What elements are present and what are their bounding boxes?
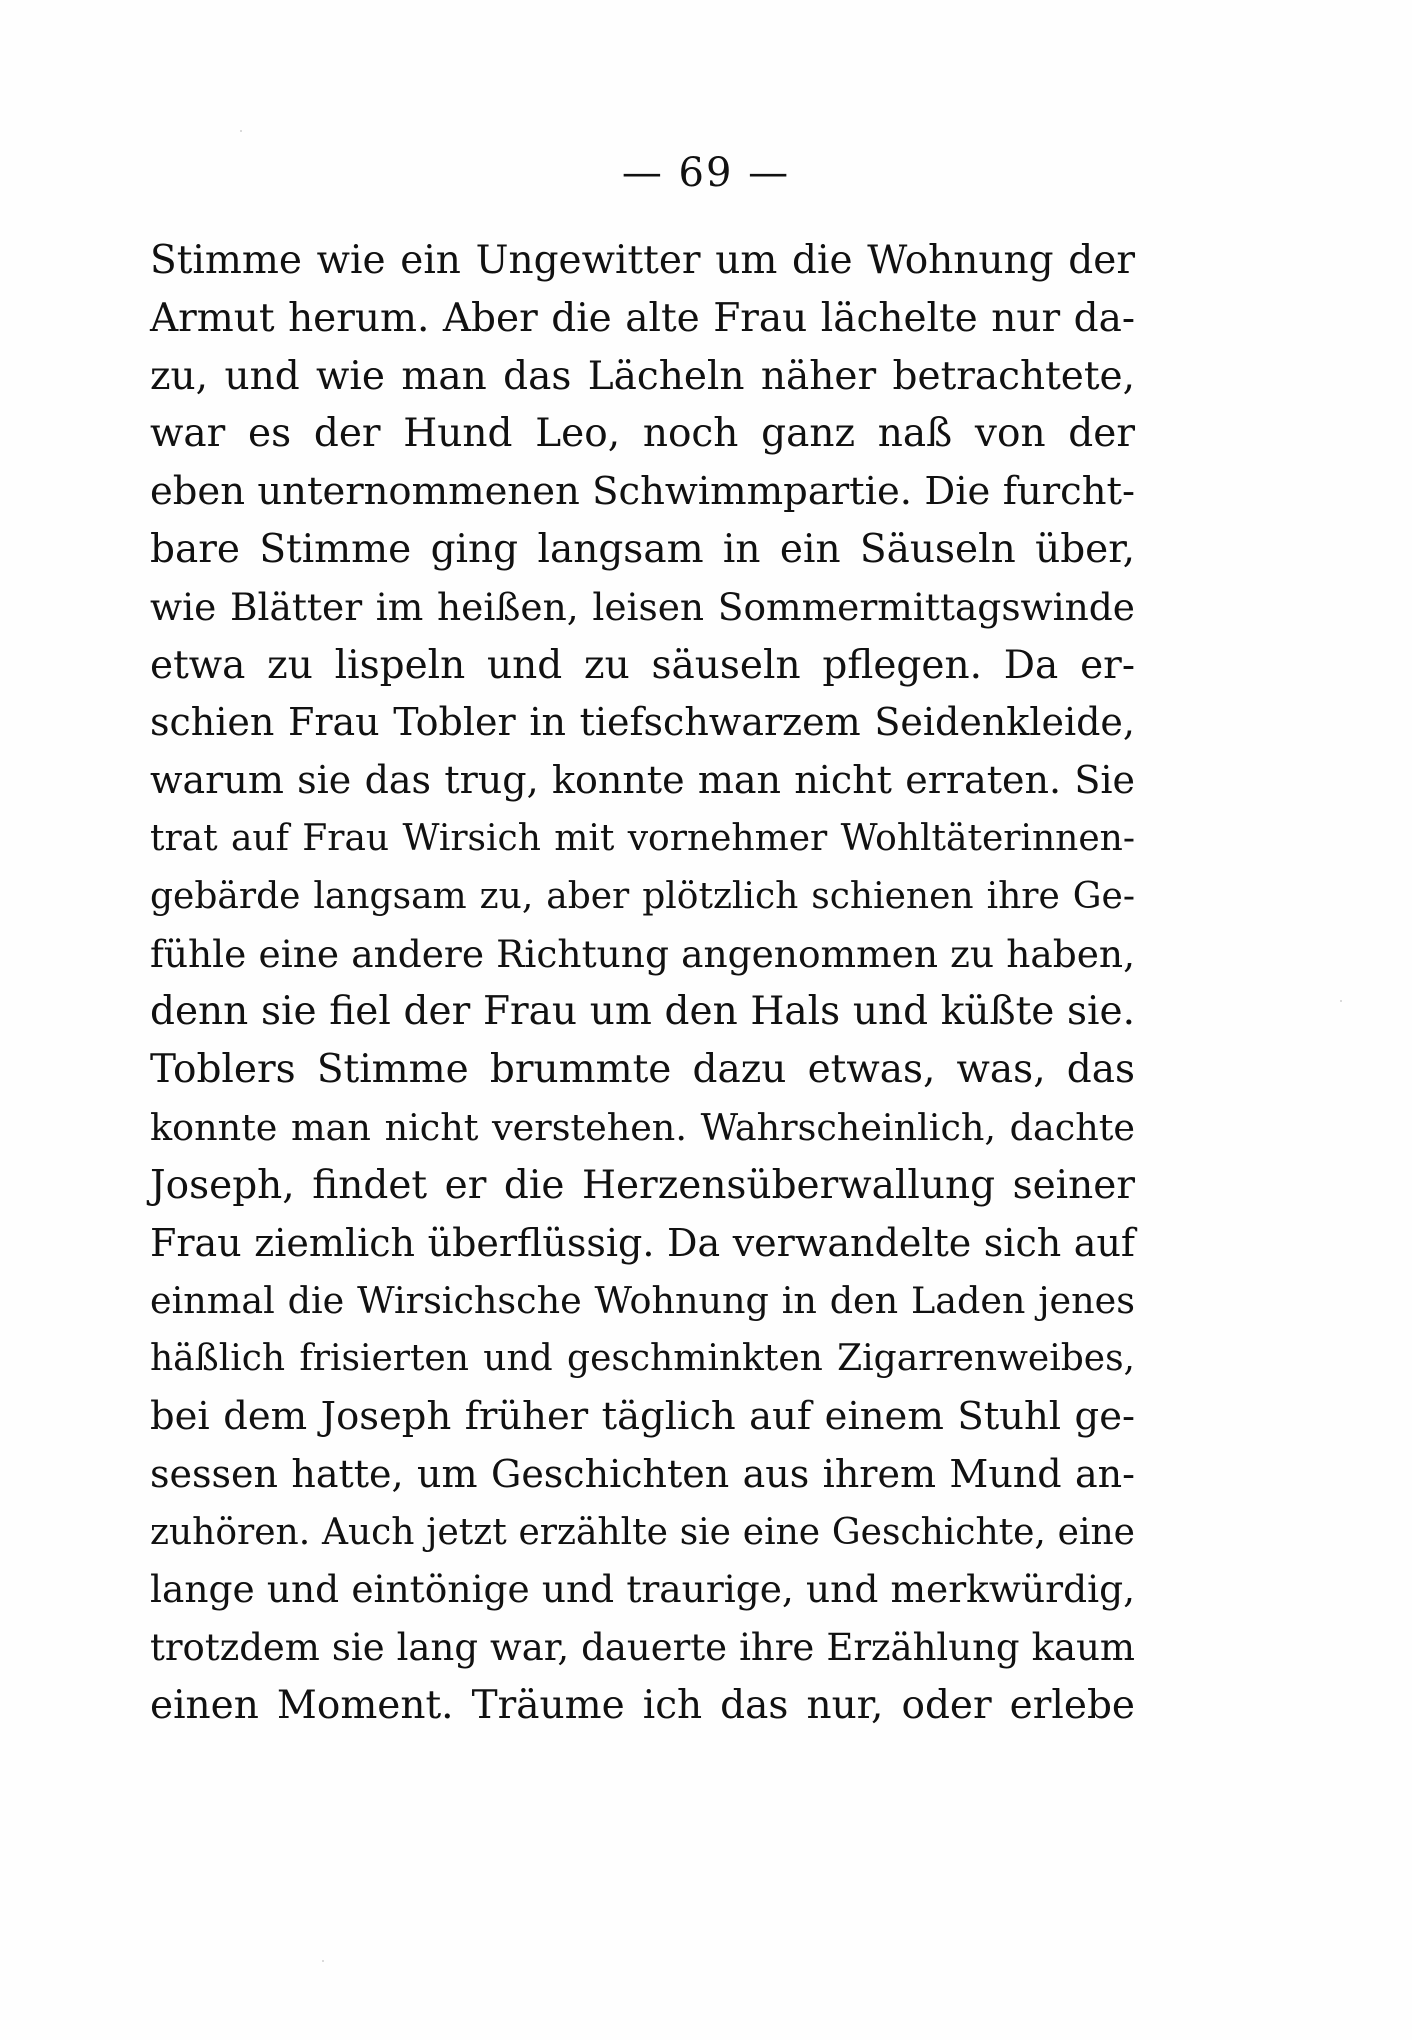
- text-line: fühle eine andere Richtung angenommen zu haben,: [150, 931, 1135, 976]
- text-line: einen Moment. Träume ich das nur, oder erlebe: [150, 1682, 1135, 1728]
- text-line: bare Stimme ging langsam in ein Säuseln über,: [150, 526, 1135, 572]
- text-line: denn sie fiel der Frau um den Hals und küßte sie.: [150, 989, 1135, 1035]
- text-line: sessen hatte, um Geschichten aus ihrem Mund an-: [150, 1451, 1135, 1496]
- text-line: etwa zu lispeln und zu säuseln pflegen. Da er-: [150, 642, 1135, 688]
- text-line: trat auf Frau Wirsich mit vornehmer Wohltäterinnen-: [150, 817, 1135, 859]
- text-line: warum sie das trug, konnte man nicht erraten. Sie: [150, 758, 1135, 803]
- text-line: häßlich frisierten und geschminkten Zigarrenweibes,: [150, 1338, 1135, 1380]
- text-line: schien Frau Tobler in tiefschwarzem Seidenkleide,: [150, 700, 1135, 745]
- body-text: [150, 232, 1135, 1735]
- text-line: Frau ziemlich überflüssig. Da verwandelte sich auf: [150, 1220, 1135, 1265]
- text-line: Joseph, findet er die Herzensüberwallung seiner: [150, 1162, 1135, 1208]
- paper-speck: [322, 1960, 324, 1962]
- text-line: war es der Hund Leo, noch ganz naß von der: [150, 411, 1135, 457]
- page-number: — 69 —: [621, 150, 791, 196]
- text-line: lange und eintönige und traurige, und merkwürdig,: [150, 1567, 1135, 1612]
- text-line: trotzdem sie lang war, dauerte ihre Erzählung kaum: [150, 1626, 1135, 1670]
- text-line: einmal die Wirsichsche Wohnung in den Laden jenes: [150, 1279, 1135, 1323]
- text-line: gebärde langsam zu, aber plötzlich schienen ihre Ge-: [150, 875, 1135, 917]
- text-line: Stimme wie ein Ungewitter um die Wohnung der: [150, 238, 1135, 283]
- text-line: zuhören. Auch jetzt erzählte sie eine Geschichte, eine: [150, 1511, 1135, 1553]
- text-line: konnte man nicht verstehen. Wahrscheinlich, dachte: [150, 1105, 1135, 1149]
- text-line: wie Blätter im heißen, leisen Sommermittagswinde: [150, 584, 1135, 629]
- paper-speck: [240, 130, 242, 132]
- text-line: eben unternommenen Schwimmpartie. Die furcht-: [150, 469, 1135, 515]
- paper-speck: [1340, 1000, 1342, 1002]
- text-line: Armut herum. Aber die alte Frau lächelte nur da-: [150, 295, 1135, 341]
- text-line: zu, und wie man das Lächeln näher betrachtete,: [150, 353, 1135, 399]
- text-line: bei dem Joseph früher täglich auf einem Stuhl ge-: [150, 1393, 1135, 1439]
- text-line: Toblers Stimme brummte dazu etwas, was, das: [150, 1047, 1135, 1093]
